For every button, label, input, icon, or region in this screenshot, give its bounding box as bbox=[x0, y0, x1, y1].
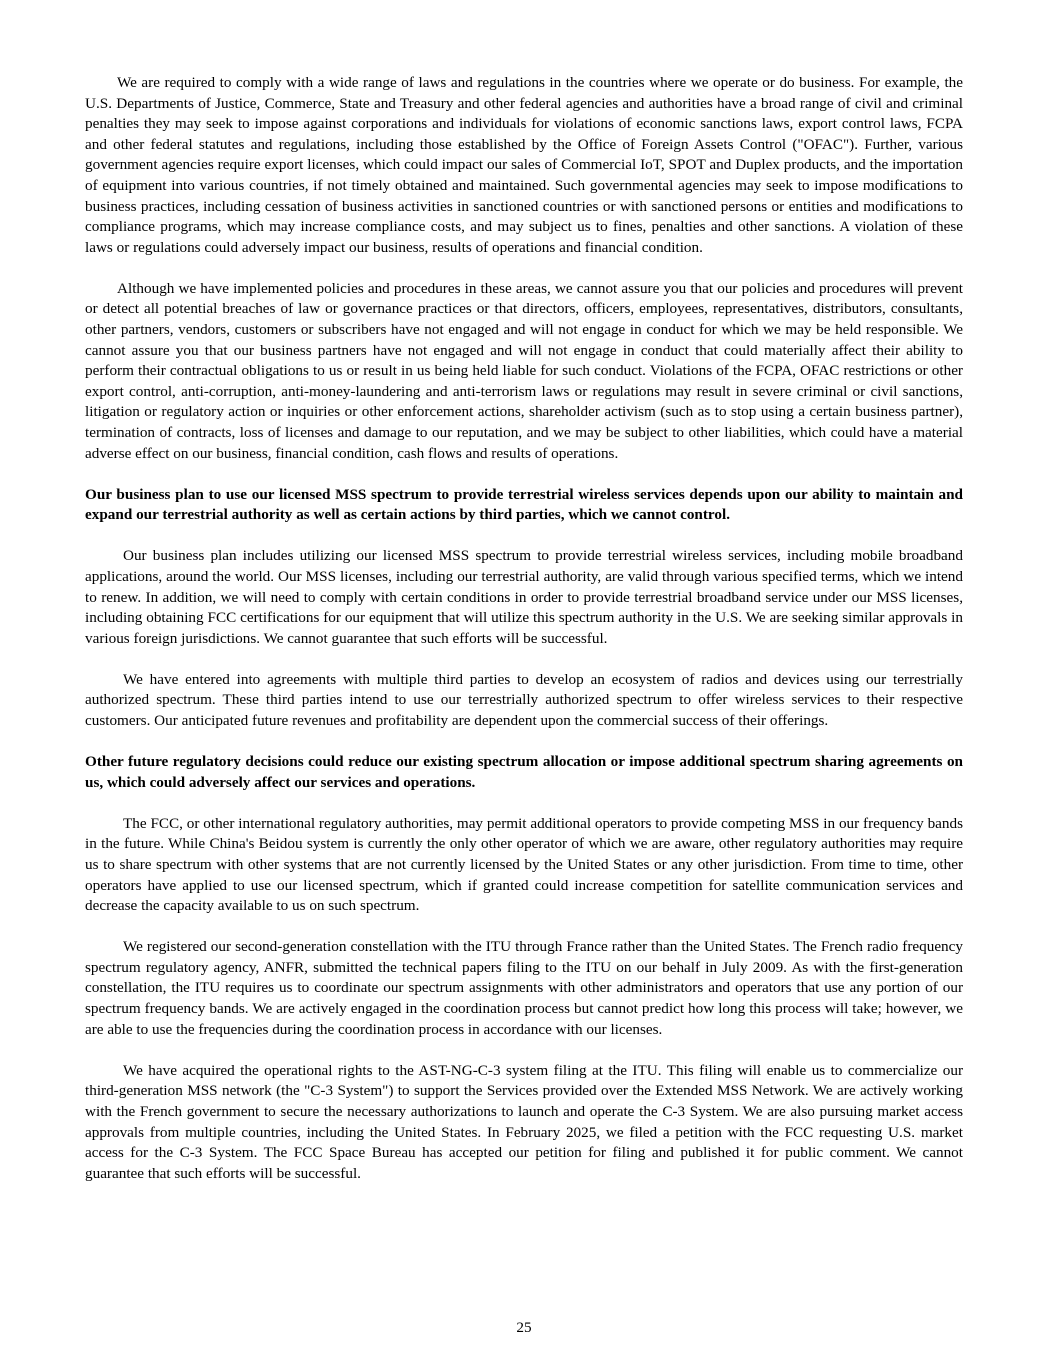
paragraph-business-plan: Our business plan includes utilizing our licensed MSS spectrum to provide terrestrial wireless services, including mobile broadband applications, around the world. Our MSS licenses, including our terrestrial authority, are valid through various specified terms, which we intend to renew. In addition, we will need to comply with certain conditions in order to provide terrestrial broadband service under our MSS licenses, including obtaining FCC certifications for our equipment that will utilize this spectrum authority in the U.S. We are seeking similar approvals in various foreign jurisdictions. We cannot guarantee that such efforts will be successful. bbox=[85, 547, 963, 647]
section-heading-regulatory-decisions: Other future regulatory decisions could reduce our existing spectrum allocation or impose additional spectrum sharing agreements on us, which could adversely affect our services and operations. bbox=[85, 753, 963, 791]
paragraph-c3-system: We have acquired the operational rights to the AST-NG-C-3 system filing at the ITU. This filing will enable us to commercialize our third-generation MSS network (the "C-3 System") to support the Services provided over the Extended MSS Network. We are actively working with the French government to secure the necessary authorizations to launch and operate the C-3 System. We are also pursuing market access approvals from multiple countries, including the United States. In February 2025, we filed a petition with the FCC requesting U.S. market access for the C-3 System. The FCC Space Bureau has accepted our petition for filing and published it for public comment. We cannot guarantee that such efforts will be successful. bbox=[85, 1061, 963, 1182]
page-number: 25 bbox=[516, 1319, 532, 1336]
paragraph-third-party-agreements: We have entered into agreements with multiple third parties to develop an ecosystem of radios and devices using our terrestrially authorized spectrum. These third parties intend to use our terrestrially authorized spectrum to offer wireless services to their respective customers. Our anticipated future revenues and profitability are dependent upon the commercial success of their offerings. bbox=[85, 670, 963, 730]
paragraph-itu-registration: We registered our second-generation constellation with the ITU through France rather than the United States. The French radio frequency spectrum regulatory agency, ANFR, submitted the technical papers filing to the ITU on our behalf in July 2009. As with the first-generation constellation, the ITU requires us to coordinate our spectrum assignments with other administrators and operators that use any portion of our spectrum frequency bands. We are actively engaged in the coordination process but cannot predict how long this process will take; however, we are able to use the frequencies during the coordination process in accordance with our licenses. bbox=[85, 938, 963, 1038]
section-heading-terrestrial-authority: Our business plan to use our licensed MSS spectrum to provide terrestrial wireless services depends upon our ability to maintain and expand our terrestrial authority as well as certain actions by third parties, which we cannot control. bbox=[85, 485, 963, 524]
paragraph-fcc-competition: The FCC, or other international regulatory authorities, may permit additional operators to provide competing MSS in our frequency bands in the future. While China's Beidou system is currently the only other operator of which we are aware, other regulatory authorities may require us to share spectrum with other systems that are not currently licensed by the United States or any other jurisdiction. From time to time, other operators have applied to use our licensed spectrum, which if granted could increase competition for satellite communication services and decrease the capacity available to us on such spectrum. bbox=[85, 814, 963, 915]
paragraph-policies-procedures: Although we have implemented policies and procedures in these areas, we cannot assure you that our policies and procedures will prevent or detect all potential breaches of law or governance practices or that directors, officers, employees, representatives, distributors, consultants, other partners, vendors, customers or subscribers have not engaged and will not engage in conduct for which we may be held responsible. We cannot assure you that our business partners have not engaged and will not engage in conduct that could materially affect their ability to perform their contractual obligations to us or result in us being held liable for such conduct. Violations of the FCPA, OFAC restrictions or other export control, anti-corruption, anti-money-laundering and anti-terrorism laws or regulations may result in severe criminal or civil sanctions, litigation or regulatory action or inquiries or other enforcement actions, shareholder activism (such as to stop using a certain business partner), termination of contracts, loss of licenses and damage to our reputation, and we may be subject to other liabilities, which could have a material adverse effect on our business, financial condition, cash flows and results of operations. bbox=[85, 279, 963, 462]
document-page bbox=[85, 73, 963, 1205]
paragraph-compliance-laws: We are required to comply with a wide range of laws and regulations in the countries where we operate or do business. For example, the U.S. Departments of Justice, Commerce, State and Treasury and other federal agencies and authorities have a broad range of civil and criminal penalties they may seek to impose against corporations and individuals for violations of economic sanctions laws, export control laws, FCPA and other federal statutes and regulations, including those established by the Office of Foreign Assets Control ("OFAC"). Further, various government agencies require export licenses, which could impact our sales of Commercial IoT, SPOT and Duplex products, and the importation of equipment into various countries, if not timely obtained and maintained. Such governmental agencies may seek to impose modifications to business practices, including cessation of business activities in sanctioned countries or with sanctioned persons or entities and modifications to compliance programs, which may increase compliance costs, and may subject us to fines, penalties and other sanctions. A violation of these laws or regulations could adversely impact our business, results of operations and financial condition. bbox=[85, 74, 963, 256]
